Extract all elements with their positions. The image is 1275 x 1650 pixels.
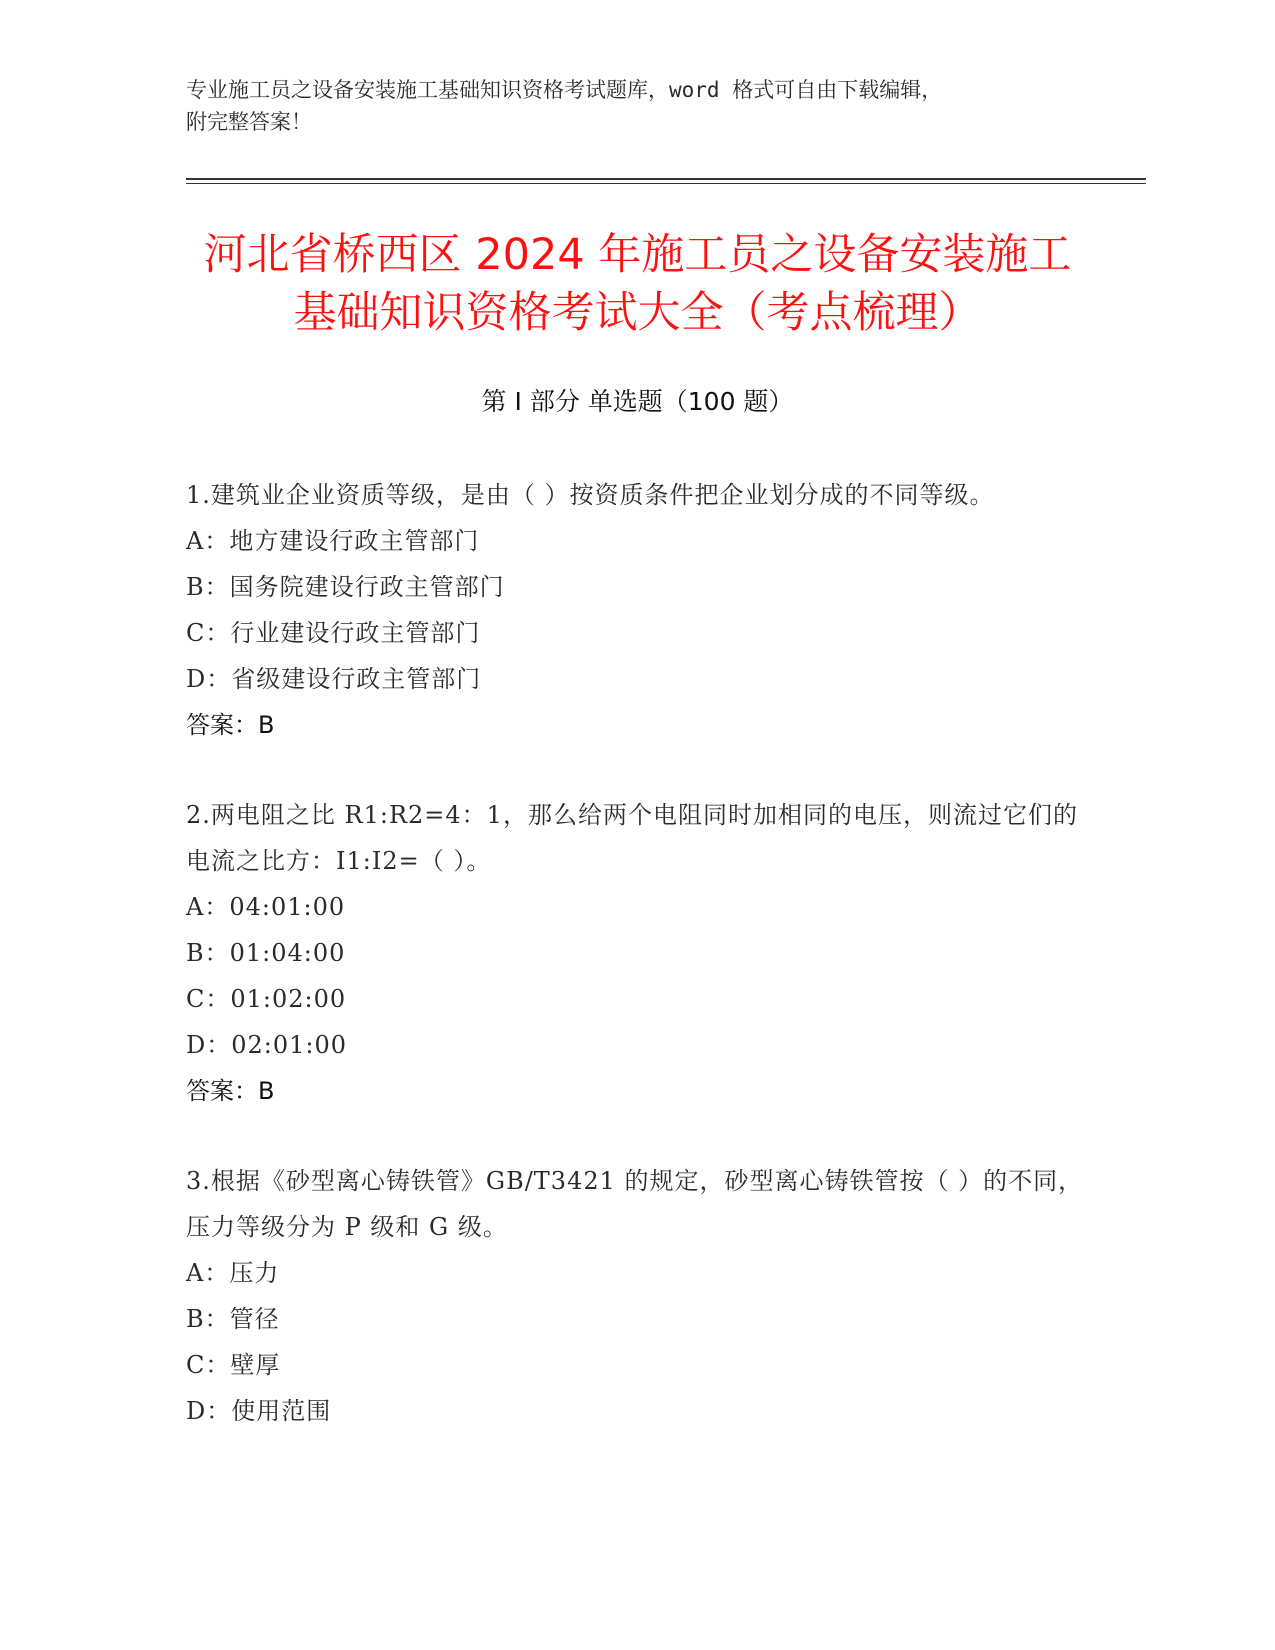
option-b: B：01:04:00 [186,939,346,967]
document-title [150,226,1125,342]
section-title: 第 I 部分 单选题（100 题） [481,387,794,416]
question-3 [186,1158,1086,1434]
option-c: C：01:02:00 [186,985,347,1013]
question-stem: 1.建筑业企业资质等级，是由（ ）按资质条件把企业划分成的不同等级。 [186,481,995,509]
document-title-line-1: 河北省桥西区 2024 年施工员之设备安装施工 [203,230,1072,280]
option-d: D：使用范围 [186,1397,332,1425]
header-note-line-1: 专业施工员之设备安装施工基础知识资格考试题库，word 格式可自由下载编辑， [186,78,943,102]
question-list [186,472,1086,1478]
answer-label: 答案：B [186,1077,275,1105]
header-divider-thin [186,183,1146,184]
question-2 [186,792,1086,1114]
question-1 [186,472,1086,748]
option-d: D：省级建设行政主管部门 [186,665,482,693]
option-a: A：04:01:00 [186,893,346,921]
question-stem: 2.两电阻之比 R1:R2=4：1，那么给两个电阻同时加相同的电压，则流过它们的电流之比方：I1:I2=（ ）。 [186,801,1078,875]
option-a: A：压力 [186,1259,280,1287]
header-note-line-2: 附完整答案！ [186,110,312,134]
option-b: B：国务院建设行政主管部门 [186,573,505,601]
option-d: D：02:01:00 [186,1031,348,1059]
answer-label: 答案：B [186,711,275,739]
question-stem: 3.根据《砂型离心铸铁管》GB/T3421 的规定，砂型离心铸铁管按（ ）的不同，压力等级分为 P 级和 G 级。 [186,1167,1084,1241]
header-note [186,74,1066,138]
option-b: B：管径 [186,1305,280,1333]
option-a: A：地方建设行政主管部门 [186,527,480,555]
header-divider-thick [186,178,1146,180]
document-title-line-2: 基础知识资格考试大全（考点梳理） [293,288,982,338]
option-c: C：行业建设行政主管部门 [186,619,481,647]
option-c: C：壁厚 [186,1351,281,1379]
